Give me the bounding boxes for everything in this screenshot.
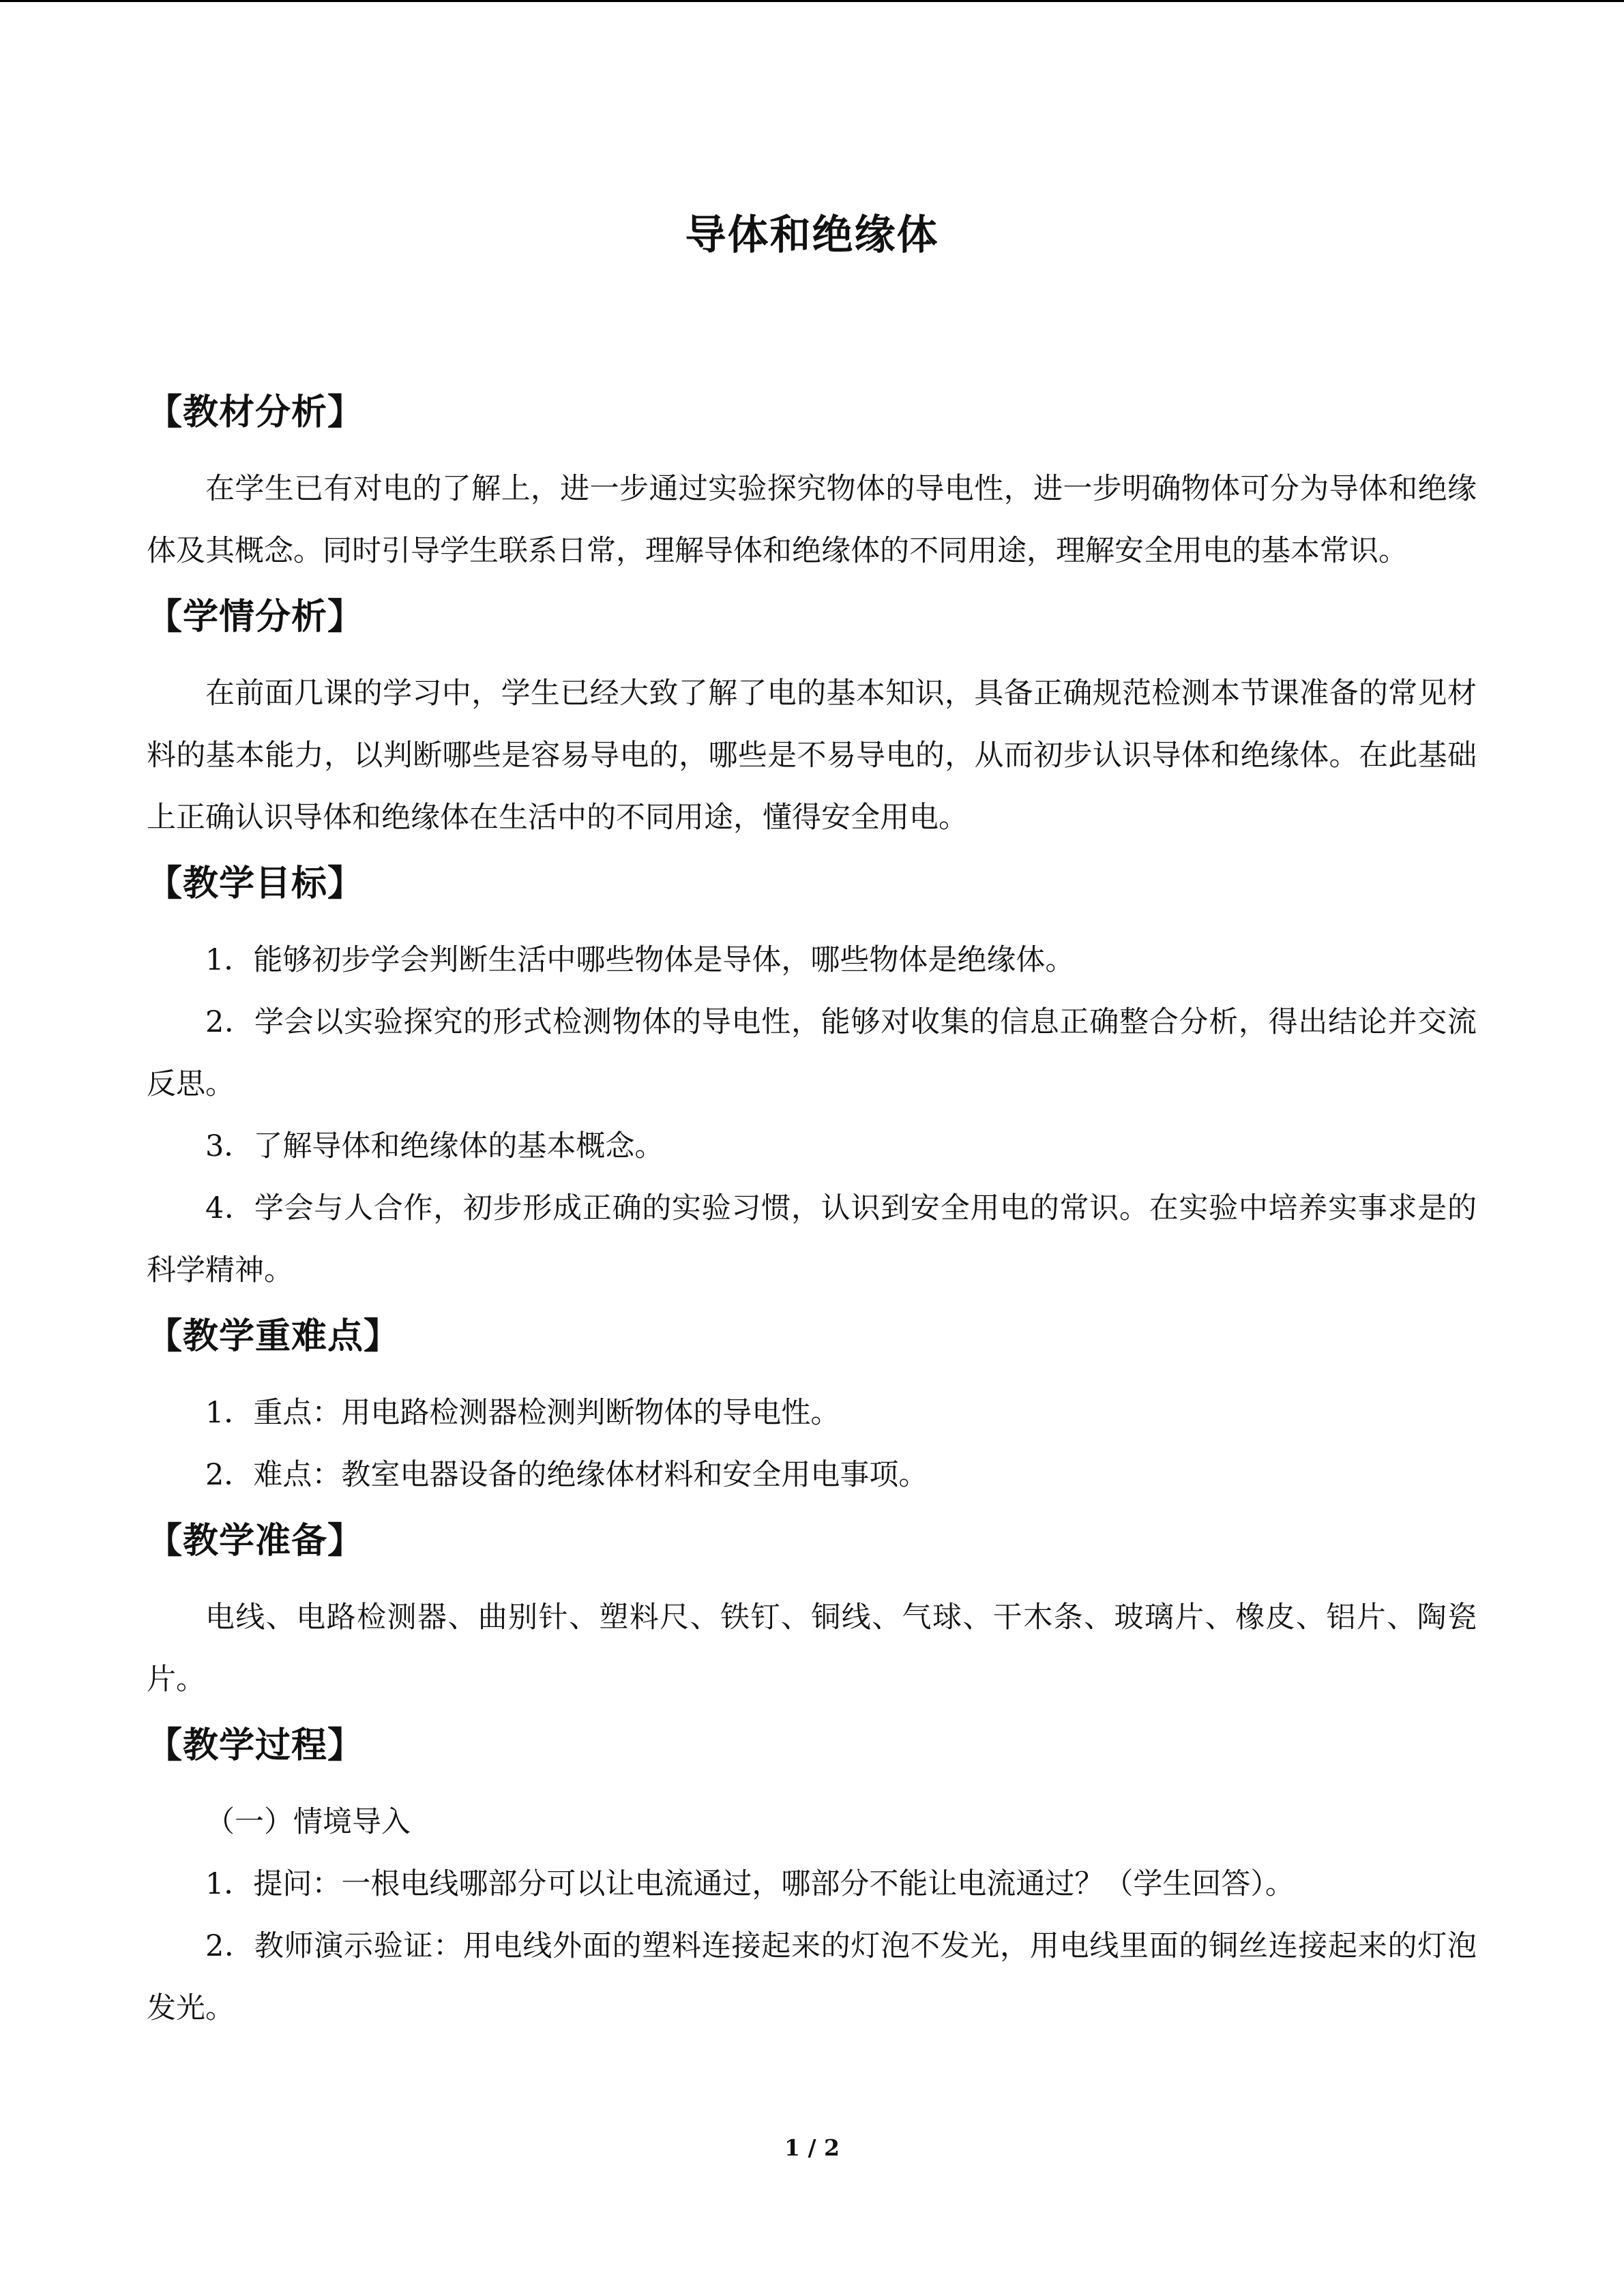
section-heading: 【教学重难点】 bbox=[147, 1316, 400, 1357]
document-title: 导体和绝缘体 bbox=[685, 211, 939, 259]
section-body bbox=[147, 1572, 1477, 1715]
section-key-difficulties bbox=[147, 1306, 1477, 1510]
section-body bbox=[147, 1776, 1477, 2044]
document-body bbox=[147, 382, 1477, 2044]
paragraph: 1．重点：用电路检测器检测判断物体的导电性。 bbox=[205, 1396, 840, 1430]
section-heading: 【教学过程】 bbox=[147, 1725, 364, 1766]
page-number: 1 / 2 bbox=[784, 2134, 840, 2161]
section-heading: 【教学目标】 bbox=[147, 863, 364, 904]
top-border-line bbox=[0, 0, 1624, 2]
section-body bbox=[147, 914, 1477, 1306]
section-heading: 【教学准备】 bbox=[147, 1521, 364, 1562]
section-body bbox=[147, 648, 1477, 853]
paragraph: 在学生已有对电的了解上，进一步通过实验探究物体的导电性，进一步明确物体可分为导体和绝缘体及其概念。同时引导学生联系日常，理解导体和绝缘体的不同用途，理解安全用电的基本常识。 bbox=[147, 472, 1477, 568]
section-body bbox=[147, 1367, 1477, 1510]
section-teaching-preparation bbox=[147, 1510, 1477, 1715]
section-student-analysis bbox=[147, 586, 1477, 853]
paragraph: 2．教师演示验证：用电线外面的塑料连接起来的灯泡不发光，用电线里面的铜丝连接起来的灯泡发光。 bbox=[147, 1929, 1477, 2025]
section-body bbox=[147, 443, 1477, 586]
paragraph: 2．学会以实验探究的形式检测物体的导电性，能够对收集的信息正确整合分析，得出结论并交流反思。 bbox=[147, 1005, 1477, 1101]
section-textbook-analysis bbox=[147, 382, 1477, 586]
paragraph: 4．学会与人合作，初步形成正确的实验习惯，认识到安全用电的常识。在实验中培养实事求是的科学精神。 bbox=[147, 1191, 1477, 1287]
section-teaching-process bbox=[147, 1715, 1477, 2044]
section-heading: 【教材分析】 bbox=[147, 392, 364, 433]
paragraph: 3．了解导体和绝缘体的基本概念。 bbox=[205, 1129, 664, 1163]
section-heading: 【学情分析】 bbox=[147, 597, 364, 638]
paragraph: （一）情境导入 bbox=[205, 1805, 411, 1839]
paragraph: 电线、电路检测器、曲别针、塑料尺、铁钉、铜线、气球、干木条、玻璃片、橡皮、铝片、陶瓷片。 bbox=[147, 1600, 1477, 1697]
paragraph: 1．提问：一根电线哪部分可以让电流通过，哪部分不能让电流通过？（学生回答）。 bbox=[205, 1867, 1295, 1901]
paragraph: 2．难点：教室电器设备的绝缘体材料和安全用电事项。 bbox=[205, 1458, 928, 1492]
paragraph: 1．能够初步学会判断生活中哪些物体是导体，哪些物体是绝缘体。 bbox=[205, 943, 1075, 977]
paragraph: 在前面几课的学习中，学生已经大致了解了电的基本知识，具备正确规范检测本节课准备的常见材料的基本能力，以判断哪些是容易导电的，哪些是不易导电的，从而初步认识导体和绝缘体。在此基础上正确认识导体和绝缘体在生活中的不同用途，懂得安全用电。 bbox=[147, 676, 1477, 835]
section-teaching-goals bbox=[147, 853, 1477, 1306]
